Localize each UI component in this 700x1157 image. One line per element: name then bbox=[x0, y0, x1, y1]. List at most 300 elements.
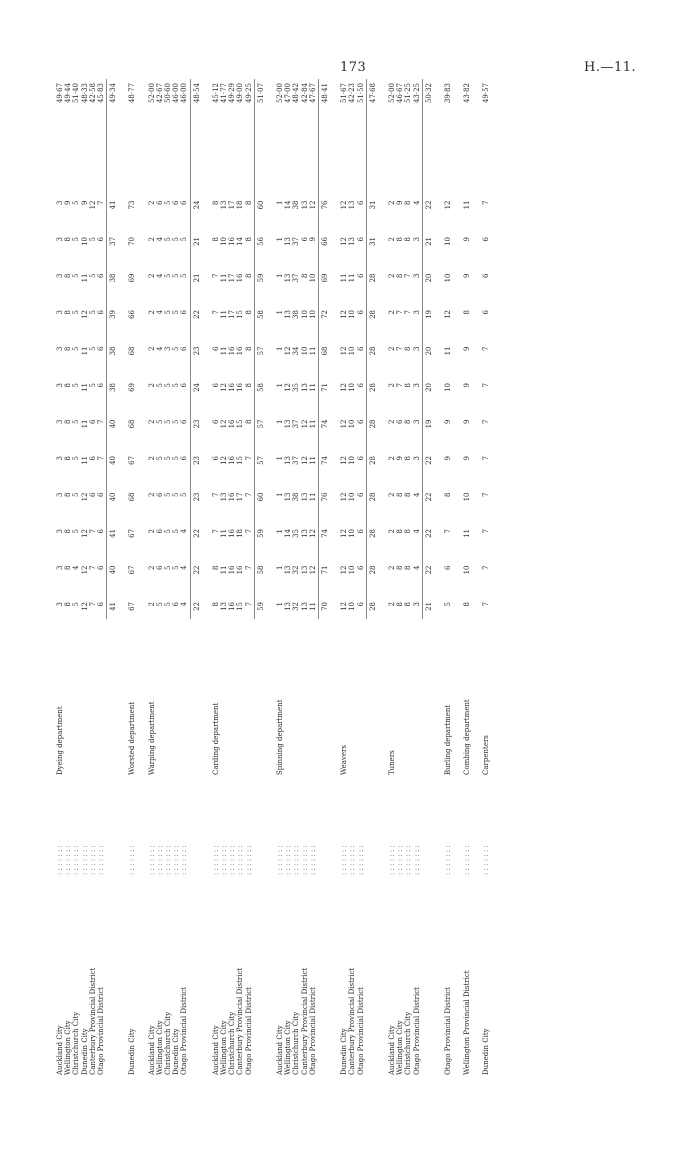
average-cell: 52·00 bbox=[147, 83, 156, 104]
table-cell: 8 bbox=[64, 346, 73, 351]
table-cell: 7 bbox=[97, 200, 105, 205]
table-cell: 16 bbox=[228, 456, 237, 465]
table-cell: 7 bbox=[244, 456, 253, 461]
leader-dots: : : : : : : : bbox=[172, 845, 181, 875]
table-cell: 8 bbox=[463, 310, 472, 315]
table-cell: 5 bbox=[172, 237, 181, 242]
table-cell: 13 bbox=[220, 602, 228, 611]
department-label: Weavers bbox=[340, 745, 349, 775]
table-cell: 1 bbox=[276, 456, 284, 461]
table-cell: 6 bbox=[88, 456, 97, 461]
table-cell: 2 bbox=[388, 492, 396, 497]
table-cell: 2 bbox=[147, 237, 156, 242]
table-cell: 5 bbox=[88, 237, 97, 242]
table-cell: 7 bbox=[97, 419, 105, 424]
table-cell: 13 bbox=[284, 419, 293, 429]
total-cell: 59 bbox=[256, 273, 265, 283]
table-cell: 12 bbox=[80, 565, 89, 575]
table-cell: 7 bbox=[396, 310, 405, 315]
table-cell: 8 bbox=[404, 565, 413, 570]
table-cell: 12 bbox=[80, 529, 89, 538]
table-cell: 5 bbox=[172, 273, 181, 278]
table-cell: 3 bbox=[412, 419, 421, 424]
table-cell: 1 bbox=[276, 200, 284, 205]
table-cell: 2 bbox=[388, 273, 396, 278]
table-cell: 8 bbox=[396, 273, 405, 278]
department-label: Spinning department bbox=[276, 699, 284, 775]
table-cell: 6 bbox=[300, 237, 309, 242]
average-cell: 49·44 bbox=[64, 83, 73, 104]
district-label: Canterbury Provincial District bbox=[300, 967, 309, 1075]
total-average-cell: 50·32 bbox=[424, 83, 433, 104]
table-cell: 6 bbox=[155, 200, 164, 205]
table-cell: 5 bbox=[180, 492, 189, 497]
total-cell: 41 bbox=[109, 200, 118, 210]
leader-dots: : : : : : : : bbox=[340, 845, 349, 875]
table-cell: 6 bbox=[356, 200, 365, 205]
district-label: Wellington City bbox=[284, 1020, 293, 1075]
table-cell: 6 bbox=[482, 237, 491, 242]
average-cell: 46·00 bbox=[172, 83, 181, 104]
table-cell: 5 bbox=[88, 383, 97, 388]
table-cell: 10 bbox=[300, 346, 309, 356]
table-cell: 13 bbox=[284, 456, 293, 465]
table-cell: 3 bbox=[56, 602, 64, 607]
table-cell: 7 bbox=[404, 310, 413, 315]
table-cell: 37 bbox=[292, 273, 301, 283]
table-cell: 13 bbox=[284, 565, 293, 575]
table-cell: 2 bbox=[388, 419, 396, 424]
table-cell: 17 bbox=[236, 492, 245, 502]
leader-dots: : : : : : : : bbox=[80, 845, 89, 875]
table-cell: 16 bbox=[236, 346, 245, 356]
table-cell: 5 bbox=[164, 200, 172, 205]
leader-dots: : : : : : : : bbox=[244, 845, 253, 875]
table-cell: 5 bbox=[72, 310, 81, 315]
table-cell: 16 bbox=[228, 602, 237, 611]
table-cell: 68 bbox=[128, 419, 137, 429]
table-cell: 13 bbox=[284, 492, 293, 502]
table-cell: 37 bbox=[292, 419, 301, 429]
table-cell: 11 bbox=[308, 456, 317, 465]
total-cell: 22 bbox=[424, 492, 433, 502]
table-cell: 35 bbox=[292, 529, 301, 538]
table-cell: 4 bbox=[155, 346, 164, 351]
table-cell: 6 bbox=[97, 237, 105, 242]
total-cell: 57 bbox=[256, 346, 265, 356]
table-cell: 8 bbox=[396, 565, 405, 570]
table-cell: 11 bbox=[348, 273, 357, 283]
district-label: Wellington City bbox=[220, 1020, 228, 1075]
table-cell: 15 bbox=[236, 310, 245, 319]
total-cell: 21 bbox=[192, 237, 201, 246]
district-label: Dunedin City bbox=[340, 1028, 349, 1075]
table-cell: 15 bbox=[236, 419, 245, 429]
average-cell: 52·00 bbox=[276, 83, 284, 104]
table-cell: 5 bbox=[164, 310, 172, 315]
table-cell: 8 bbox=[64, 492, 73, 497]
table-cell: 18 bbox=[236, 200, 245, 210]
table-cell: 12 bbox=[300, 419, 309, 429]
table-cell: 15 bbox=[236, 602, 245, 611]
district-label: Auckland City bbox=[276, 1025, 284, 1075]
leader-dots: : : : : : : : bbox=[396, 845, 405, 875]
table-cell: 2 bbox=[388, 602, 396, 607]
table-cell: 6 bbox=[97, 273, 105, 278]
leader-dots: : : : : : : : bbox=[147, 845, 156, 875]
table-cell: 2 bbox=[147, 419, 156, 424]
table-cell: 5 bbox=[72, 492, 81, 497]
table-cell: 6 bbox=[356, 492, 365, 497]
total-cell: 60 bbox=[256, 492, 265, 502]
table-cell: 3 bbox=[56, 310, 64, 315]
total-cell: 23 bbox=[192, 492, 201, 502]
table-cell: 8 bbox=[404, 419, 413, 424]
total-rule bbox=[106, 79, 107, 619]
total-cell: 58 bbox=[256, 310, 265, 319]
table-cell: 6 bbox=[356, 346, 365, 351]
table-cell: 2 bbox=[147, 529, 156, 534]
table-cell: 5 bbox=[164, 602, 172, 607]
table-cell: 8 bbox=[396, 237, 405, 242]
total-average-cell: 48·41 bbox=[321, 83, 329, 104]
district-label: Christchurch City bbox=[404, 1011, 413, 1075]
total-cell: 72 bbox=[321, 310, 329, 319]
total-rule bbox=[190, 79, 191, 619]
table-cell: 13 bbox=[348, 200, 357, 210]
table-cell: 5 bbox=[444, 602, 452, 607]
average-cell: 42·67 bbox=[155, 83, 164, 104]
table-cell: 12 bbox=[340, 237, 349, 246]
table-cell: 7 bbox=[482, 529, 491, 534]
table-cell: 9 bbox=[463, 419, 472, 424]
table-cell: 1 bbox=[276, 237, 284, 242]
table-cell: 10 bbox=[348, 456, 357, 465]
table-cell: 1 bbox=[276, 492, 284, 497]
table-cell: 1 bbox=[276, 346, 284, 351]
table-cell: 17 bbox=[228, 310, 237, 319]
total-cell: 22 bbox=[424, 529, 433, 538]
district-label: Dunedin City bbox=[172, 1028, 181, 1075]
table-cell: 9 bbox=[463, 346, 472, 351]
total-cell: 19 bbox=[424, 419, 433, 429]
table-cell: 7 bbox=[396, 346, 405, 351]
table-cell: 10 bbox=[80, 237, 89, 246]
table-cell: 6 bbox=[211, 383, 220, 388]
leader-dots: : : : : : : : bbox=[276, 845, 284, 875]
total-cell: 40 bbox=[109, 492, 118, 502]
table-cell: 8 bbox=[463, 602, 472, 607]
table-cell: 37 bbox=[292, 456, 301, 465]
district-label: Otago Provincial District bbox=[444, 987, 452, 1075]
table-cell: 11 bbox=[463, 200, 472, 210]
table-cell: 7 bbox=[88, 602, 97, 607]
table-cell: 1 bbox=[276, 529, 284, 534]
total-cell: 22 bbox=[192, 565, 201, 575]
table-cell: 7 bbox=[244, 492, 253, 497]
district-label: Christchurch City bbox=[164, 1011, 172, 1075]
table-cell: 5 bbox=[72, 529, 81, 534]
total-cell: 28 bbox=[368, 565, 377, 575]
table-cell: 4 bbox=[155, 237, 164, 242]
table-cell: 7 bbox=[211, 310, 220, 315]
district-label: Auckland City bbox=[211, 1025, 220, 1075]
table-cell: 4 bbox=[412, 529, 421, 534]
table-cell: 12 bbox=[80, 310, 89, 319]
total-cell: 28 bbox=[368, 346, 377, 356]
total-cell: 74 bbox=[321, 529, 329, 538]
leader-dots: : : : : : : : bbox=[300, 845, 309, 875]
table-cell: 6 bbox=[482, 310, 491, 315]
table-cell: 10 bbox=[444, 237, 452, 246]
wages-table bbox=[56, 75, 666, 1075]
table-cell: 10 bbox=[348, 565, 357, 575]
table-cell: 5 bbox=[172, 565, 181, 570]
total-average-cell: 49·34 bbox=[109, 83, 118, 104]
total-cell: 59 bbox=[256, 529, 265, 538]
average-cell: 49·00 bbox=[236, 83, 245, 104]
leader-dots: : : : : : : : bbox=[97, 845, 105, 875]
district-label: Otago Provincial District bbox=[412, 987, 421, 1075]
department-label: Dyeing department bbox=[56, 706, 64, 775]
table-cell: 11 bbox=[220, 529, 228, 538]
total-cell: 22 bbox=[192, 310, 201, 319]
table-cell: 2 bbox=[147, 346, 156, 351]
table-cell: 11 bbox=[308, 602, 317, 611]
total-cell: 21 bbox=[424, 237, 433, 246]
table-cell: 11 bbox=[308, 346, 317, 356]
table-cell: 5 bbox=[164, 419, 172, 424]
table-cell: 1 bbox=[276, 383, 284, 388]
leader-dots: : : : : : : : bbox=[56, 845, 64, 875]
table-cell: 12 bbox=[340, 456, 349, 465]
table-cell: 38 bbox=[292, 492, 301, 502]
total-cell: 69 bbox=[321, 273, 329, 283]
total-cell: 57 bbox=[256, 456, 265, 465]
table-cell: 4 bbox=[412, 492, 421, 497]
table-cell: 8 bbox=[64, 419, 73, 424]
district-label: Otago Provincial District bbox=[180, 987, 189, 1075]
table-cell: 12 bbox=[308, 565, 317, 575]
table-cell: 2 bbox=[388, 346, 396, 351]
table-cell: 3 bbox=[412, 602, 421, 607]
table-cell: 7 bbox=[482, 565, 491, 570]
table-cell: 3 bbox=[56, 529, 64, 534]
total-cell: 71 bbox=[321, 565, 329, 575]
table-cell: 6 bbox=[97, 346, 105, 351]
total-cell: 23 bbox=[192, 346, 201, 356]
average-cell: 43·82 bbox=[463, 83, 472, 104]
table-cell: 6 bbox=[482, 273, 491, 278]
table-cell: 16 bbox=[236, 273, 245, 283]
table-cell: 9 bbox=[396, 200, 405, 205]
table-cell: 11 bbox=[80, 273, 89, 283]
table-cell: 8 bbox=[404, 200, 413, 205]
table-cell: 38 bbox=[292, 310, 301, 319]
table-cell: 5 bbox=[164, 273, 172, 278]
table-cell: 8 bbox=[404, 492, 413, 497]
table-cell: 6 bbox=[211, 419, 220, 424]
table-cell: 5 bbox=[88, 346, 97, 351]
table-cell: 4 bbox=[155, 273, 164, 278]
table-cell: 9 bbox=[463, 237, 472, 242]
table-cell: 4 bbox=[155, 310, 164, 315]
average-cell: 42·84 bbox=[300, 83, 309, 104]
table-cell: 15 bbox=[236, 456, 245, 465]
table-cell: 5 bbox=[164, 565, 172, 570]
department-label: Tuners bbox=[388, 750, 396, 775]
table-cell: 7 bbox=[482, 492, 491, 497]
table-cell: 7 bbox=[482, 200, 491, 205]
district-label: Christchurch City bbox=[228, 1011, 237, 1075]
table-cell: 13 bbox=[284, 310, 293, 319]
district-label: Canterbury Provincial District bbox=[348, 967, 357, 1075]
table-cell: 4 bbox=[412, 200, 421, 205]
table-cell: 7 bbox=[482, 383, 491, 388]
leader-dots: : : : : : : : bbox=[164, 845, 172, 875]
leader-dots: : : : : : : : bbox=[64, 845, 73, 875]
table-cell: 5 bbox=[155, 456, 164, 461]
table-cell: 68 bbox=[128, 346, 137, 356]
table-cell: 12 bbox=[220, 419, 228, 429]
table-cell: 3 bbox=[412, 237, 421, 242]
table-cell: 2 bbox=[147, 602, 156, 607]
average-cell: 48·33 bbox=[80, 83, 89, 104]
table-cell: 6 bbox=[444, 565, 452, 570]
table-cell: 9 bbox=[80, 200, 89, 205]
table-cell: 5 bbox=[172, 310, 181, 315]
table-cell: 8 bbox=[404, 602, 413, 607]
table-cell: 8 bbox=[211, 200, 220, 205]
average-cell: 48·77 bbox=[128, 83, 137, 104]
total-rule bbox=[318, 79, 319, 619]
table-cell: 2 bbox=[147, 273, 156, 278]
district-label: Otago Provincial District bbox=[308, 987, 317, 1075]
table-cell: 13 bbox=[284, 273, 293, 283]
table-cell: 14 bbox=[284, 529, 293, 538]
table-cell: 6 bbox=[180, 346, 189, 351]
table-cell: 3 bbox=[412, 273, 421, 278]
table-cell: 6 bbox=[97, 565, 105, 570]
table-cell: 8 bbox=[404, 237, 413, 242]
table-cell: 8 bbox=[300, 273, 309, 278]
total-cell: 24 bbox=[192, 200, 201, 210]
total-cell: 28 bbox=[368, 602, 377, 611]
average-cell: 47·67 bbox=[308, 83, 317, 104]
table-cell: 1 bbox=[276, 419, 284, 424]
leader-dots: : : : : : : : bbox=[444, 845, 452, 875]
table-cell: 2 bbox=[147, 383, 156, 388]
table-cell: 4 bbox=[412, 565, 421, 570]
average-cell: 39·83 bbox=[444, 83, 452, 104]
leader-dots: : : : : : : : bbox=[236, 845, 245, 875]
table-cell: 13 bbox=[300, 383, 309, 392]
table-cell: 8 bbox=[244, 346, 253, 351]
leader-dots: : : : : : : : bbox=[228, 845, 237, 875]
table-cell: 8 bbox=[64, 310, 73, 315]
table-cell: 9 bbox=[463, 273, 472, 278]
total-cell: 23 bbox=[192, 456, 201, 465]
total-cell: 40 bbox=[109, 419, 118, 429]
table-cell: 3 bbox=[412, 310, 421, 315]
average-cell: 51·40 bbox=[72, 83, 81, 104]
table-cell: 6 bbox=[180, 310, 189, 315]
average-cell: 52·00 bbox=[388, 83, 396, 104]
table-cell: 10 bbox=[463, 565, 472, 575]
total-cell: 38 bbox=[109, 346, 118, 356]
total-cell: 28 bbox=[368, 492, 377, 502]
table-cell: 12 bbox=[340, 419, 349, 429]
table-cell: 4 bbox=[180, 602, 189, 607]
table-cell: 11 bbox=[463, 529, 472, 538]
table-cell: 8 bbox=[244, 273, 253, 278]
average-cell: 49·29 bbox=[228, 83, 237, 104]
department-label: Worsted department bbox=[128, 701, 137, 775]
table-cell: 6 bbox=[180, 200, 189, 205]
table-cell: 10 bbox=[348, 529, 357, 538]
table-cell: 7 bbox=[244, 602, 253, 607]
table-cell: 12 bbox=[308, 529, 317, 538]
leader-dots: : : : : : : : bbox=[292, 845, 301, 875]
department-label: Burling department bbox=[444, 704, 452, 775]
average-cell: 46·67 bbox=[396, 83, 405, 104]
table-cell: 6 bbox=[155, 565, 164, 570]
table-cell: 6 bbox=[211, 456, 220, 461]
table-cell: 5 bbox=[172, 456, 181, 461]
table-cell: 4 bbox=[180, 565, 189, 570]
table-cell: 5 bbox=[72, 346, 81, 351]
table-cell: 13 bbox=[300, 565, 309, 575]
table-cell: 67 bbox=[128, 529, 137, 538]
table-cell: 2 bbox=[388, 310, 396, 315]
table-cell: 6 bbox=[180, 456, 189, 461]
table-cell: 6 bbox=[356, 419, 365, 424]
table-cell: 16 bbox=[228, 346, 237, 356]
table-cell: 3 bbox=[56, 346, 64, 351]
total-cell: 28 bbox=[368, 310, 377, 319]
table-cell: 9 bbox=[463, 456, 472, 461]
table-cell: 6 bbox=[180, 419, 189, 424]
table-cell: 6 bbox=[97, 310, 105, 315]
table-cell: 10 bbox=[444, 383, 452, 392]
table-cell: 5 bbox=[72, 273, 81, 278]
table-cell: 7 bbox=[482, 456, 491, 461]
average-cell: 48·42 bbox=[292, 83, 301, 104]
table-cell: 10 bbox=[348, 492, 357, 502]
table-cell: 4 bbox=[72, 565, 81, 570]
table-cell: 5 bbox=[172, 492, 181, 497]
table-cell: 16 bbox=[228, 565, 237, 575]
total-rule bbox=[366, 79, 367, 619]
average-cell: 43·25 bbox=[412, 83, 421, 104]
total-cell: 28 bbox=[368, 273, 377, 283]
total-cell: 41 bbox=[109, 529, 118, 538]
table-cell: 13 bbox=[284, 602, 293, 611]
table-cell: 2 bbox=[147, 310, 156, 315]
table-cell: 11 bbox=[220, 273, 228, 283]
table-cell: 9 bbox=[308, 237, 317, 242]
table-cell: 6 bbox=[356, 529, 365, 534]
total-cell: 22 bbox=[424, 456, 433, 465]
table-cell: 13 bbox=[348, 237, 357, 246]
table-cell: 6 bbox=[356, 310, 365, 315]
table-cell: 11 bbox=[80, 346, 89, 356]
table-cell: 67 bbox=[128, 456, 137, 465]
table-cell: 16 bbox=[228, 383, 237, 392]
table-cell: 9 bbox=[64, 200, 73, 205]
table-cell: 2 bbox=[147, 492, 156, 497]
table-cell: 34 bbox=[292, 346, 301, 356]
